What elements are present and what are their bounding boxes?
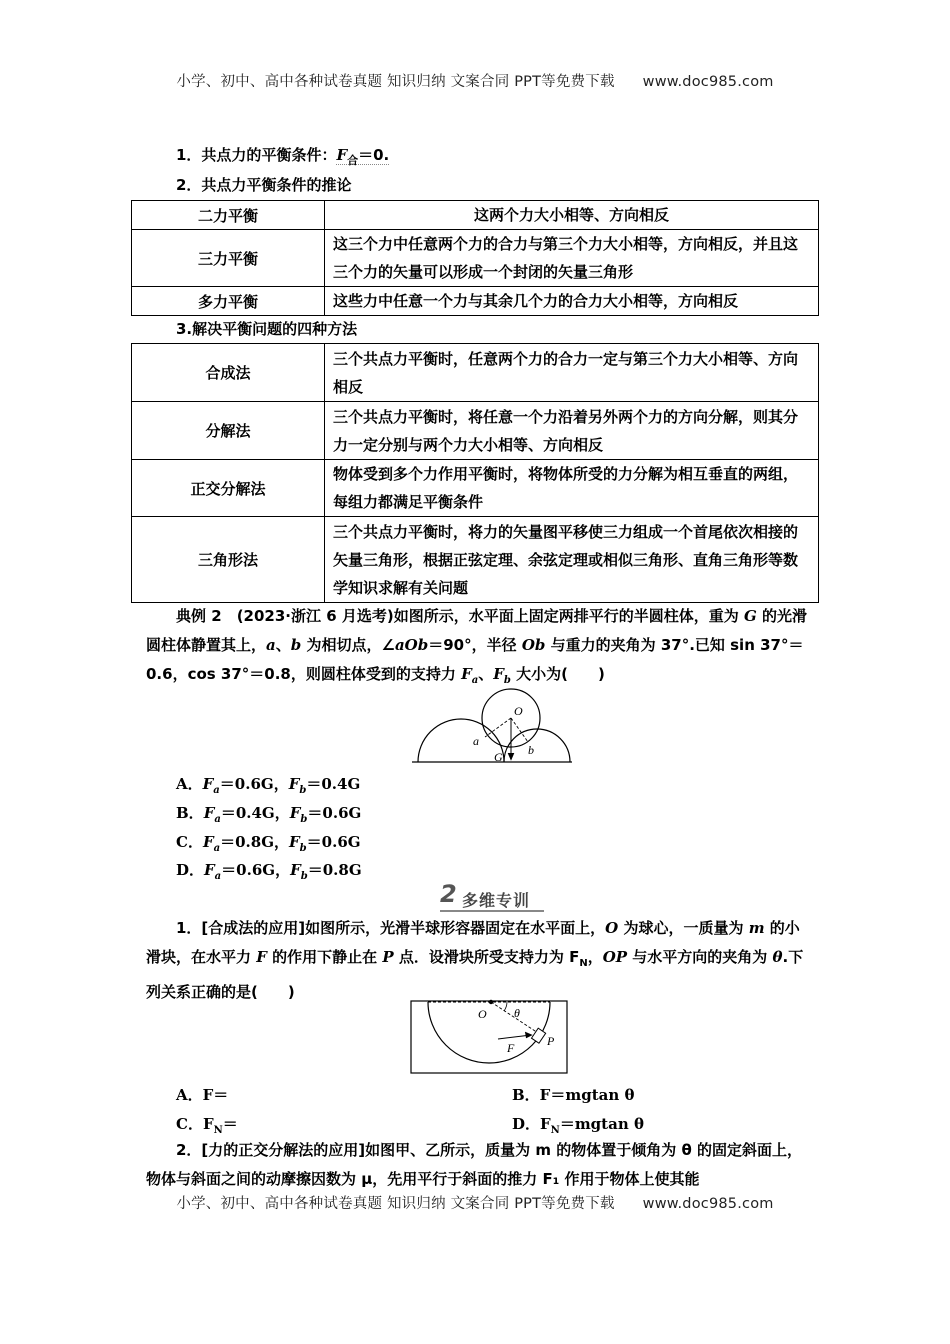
- option-fa-value: ＝0.6G，: [221, 861, 291, 879]
- force-arrowhead: [525, 1032, 532, 1038]
- q1-text: 的作用下静止在: [266, 948, 383, 966]
- table-row: [132, 344, 819, 402]
- formula-rest: ＝0.: [358, 146, 390, 164]
- point-1: [176, 144, 389, 168]
- var-m: m: [748, 919, 765, 937]
- label-o: O: [514, 704, 523, 718]
- table-row: [132, 460, 819, 517]
- cylinder-figure: [410, 687, 574, 767]
- section-label: 多维专训: [462, 891, 531, 910]
- point-3-title: 3.解决平衡问题的四种方法: [176, 320, 358, 338]
- option-label: C．: [176, 833, 203, 851]
- option-text: ＝: [222, 1115, 238, 1133]
- angle-arc: [504, 1002, 507, 1011]
- bowl-arc: [428, 1002, 550, 1063]
- example-text: 如图所示，水平面上固定两排平行的半圆柱体，重为: [393, 607, 744, 625]
- label-f: F: [507, 1041, 515, 1055]
- example-text: ＝90°，半径: [428, 636, 522, 654]
- table-value: 物体受到多个力作用平衡时，将物体所受的力分解为相互垂直的两组，每组力都满足平衡条件: [325, 460, 819, 517]
- q1-option-c[interactable]: [176, 1113, 238, 1136]
- q1-text: .下列关系正确的是( ): [146, 948, 804, 1001]
- formula-sub: 合: [347, 154, 359, 167]
- example-text: 为相切点，∠: [301, 636, 395, 654]
- var-b: b: [290, 636, 302, 654]
- right-half-cylinder: [504, 729, 570, 762]
- var-g: G: [743, 607, 757, 625]
- table-row: [132, 287, 819, 316]
- page-footer: [0, 1192, 950, 1213]
- var-fa-sub: a: [471, 675, 479, 686]
- option-sub: N: [213, 1125, 223, 1136]
- gravity-arrowhead: [508, 753, 514, 760]
- var-fa: F: [461, 665, 472, 683]
- table-key: 分解法: [132, 402, 325, 460]
- q2-text: 2．[力的正交分解法的应用]如图甲、乙所示，质量为 m 的物体置于倾角为 θ 的固定斜面上，物体与斜面之间的动摩擦因数为 μ，先用平行于斜面的推力 F₁ 作用于物体上使其能: [146, 1141, 802, 1188]
- q1-text: 为球心，一质量为: [618, 919, 749, 937]
- table-value: 这些力中任意一个力与其余几个力的合力大小相等，方向相反: [325, 287, 819, 316]
- section-heading: [440, 880, 544, 910]
- footer-site: www.doc985.com: [642, 1196, 774, 1212]
- option-d[interactable]: D．$F_a=0.6G$，$F_b=0.8G$: [176, 861, 362, 882]
- q1-text: 与水平方向的夹角为: [627, 948, 773, 966]
- page-header: [0, 70, 950, 91]
- table-key: 三力平衡: [132, 230, 325, 287]
- example-2: [146, 602, 810, 695]
- example-label: 典例 2: [176, 607, 222, 625]
- header-site: www.doc985.com: [642, 74, 774, 90]
- table-value: 这两个力大小相等、方向相反: [325, 201, 819, 230]
- left-half-cylinder: [418, 719, 504, 762]
- table-value: 三个共点力平衡时，将任意一个力沿着另外两个力的方向分解，则其分力一定分别与两个力大小相等、方向相反: [325, 402, 819, 460]
- option-fa-value: ＝0.4G，: [220, 804, 290, 822]
- example-text: 的光滑圆柱体静置其上，: [146, 607, 808, 654]
- table-key: 三角形法: [132, 517, 325, 603]
- option-a[interactable]: A．$F_a=0.6G$，$F_b=0.4G$: [176, 775, 361, 796]
- table-key: 正交分解法: [132, 460, 325, 517]
- table-row: [132, 517, 819, 603]
- question-2: [146, 1136, 810, 1194]
- example-text: 、: [275, 636, 291, 654]
- label-b: b: [528, 743, 534, 757]
- label-theta: θ: [514, 1006, 520, 1020]
- var-a: a: [266, 636, 276, 654]
- var-p: P: [382, 948, 394, 966]
- q1-option-b[interactable]: B．F＝mgtan θ: [512, 1086, 635, 1104]
- var-aob: aOb: [394, 636, 429, 654]
- option-fa-value: ＝0.8G，: [220, 833, 290, 851]
- q1-text: 1．[合成法的应用]如图所示，光滑半球形容器固定在水平面上，: [176, 919, 606, 937]
- example-text: 大小为( ): [510, 665, 605, 683]
- example-source: (2023·浙江 6 月选考): [236, 607, 394, 625]
- table-key: 二力平衡: [132, 201, 325, 230]
- var-fb: F: [493, 665, 504, 683]
- var-op: OP: [602, 948, 628, 966]
- radius-oa: [485, 718, 511, 737]
- q1-text: 的小滑块，在水平力: [146, 919, 800, 966]
- footer-text: 小学、初中、高中各种试卷真题 知识归纳 文案合同 PPT等免费下载: [176, 1196, 615, 1212]
- option-text: D．F: [512, 1115, 551, 1133]
- option-fb-value: ＝0.8G: [307, 861, 362, 879]
- table-row: [132, 402, 819, 460]
- var-f: F: [256, 948, 267, 966]
- table-key: 多力平衡: [132, 287, 325, 316]
- q1-text: ，: [587, 948, 603, 966]
- bowl-figure: [410, 999, 568, 1075]
- table-row: [132, 201, 819, 230]
- header-text: 小学、初中、高中各种试卷真题 知识归纳 文案合同 PPT等免费下载: [176, 74, 615, 90]
- section-number: 2: [440, 880, 457, 908]
- var-ob: Ob: [521, 636, 546, 654]
- table-key: 合成法: [132, 344, 325, 402]
- example-text: 、: [478, 665, 494, 683]
- option-text: C．F: [176, 1115, 214, 1133]
- option-text: ＝mgtan θ: [559, 1115, 644, 1133]
- table-row: [132, 230, 819, 287]
- var-fb-sub: b: [503, 675, 511, 686]
- label-p: P: [547, 1034, 555, 1048]
- option-fb-value: ＝0.6G: [306, 833, 361, 851]
- option-label: B．: [176, 804, 204, 822]
- label-o: O: [478, 1007, 487, 1021]
- option-fb-value: ＝0.4G: [306, 775, 361, 793]
- question-1: [146, 914, 810, 1007]
- formula-f: F: [336, 146, 348, 164]
- option-label: A．: [176, 775, 203, 793]
- table-value: 三个共点力平衡时，任意两个力的合力一定与第三个力大小相等、方向相反: [325, 344, 819, 402]
- example-text: 与重力的夹角为 37°.已知 sin 37°＝0.6，cos 37°＝0.8，则圆柱体受到的支持力: [146, 636, 804, 683]
- table-value: 三个共点力平衡时，将力的矢量图平移使三力组成一个首尾依次相接的矢量三角形，根据正弦定理、余弦定理或相似三角形、直角三角形等数学知识求解有关问题: [325, 517, 819, 603]
- var-n-sub: N: [579, 958, 588, 969]
- option-b[interactable]: B．$F_a=0.4G$，$F_b=0.6G$: [176, 804, 362, 825]
- option-sub: N: [550, 1125, 560, 1136]
- q1-option-a[interactable]: A．F＝: [176, 1086, 229, 1104]
- methods-table: [131, 343, 819, 603]
- option-c[interactable]: C．$F_a=0.8G$，$F_b=0.6G$: [176, 833, 361, 854]
- q1-option-d[interactable]: [512, 1113, 644, 1136]
- q1-text: 点．设滑块所受支持力为 F: [393, 948, 580, 966]
- option-label: D．: [176, 861, 205, 879]
- table-value: 这三个力中任意两个力的合力与第三个力大小相等，方向相反，并且这三个力的矢量可以形成一个封闭的矢量三角形: [325, 230, 819, 287]
- var-theta: θ: [772, 948, 783, 966]
- var-o: O: [605, 919, 619, 937]
- section-underline: [440, 910, 544, 912]
- option-fb-value: ＝0.6G: [307, 804, 362, 822]
- point-1-text: 1．共点力的平衡条件：: [176, 146, 337, 164]
- point-2-title: 2．共点力平衡条件的推论: [176, 176, 352, 194]
- label-g: G: [494, 750, 503, 764]
- equilibrium-table: [131, 200, 819, 316]
- label-a: a: [473, 734, 479, 748]
- option-fa-value: ＝0.6G，: [219, 775, 289, 793]
